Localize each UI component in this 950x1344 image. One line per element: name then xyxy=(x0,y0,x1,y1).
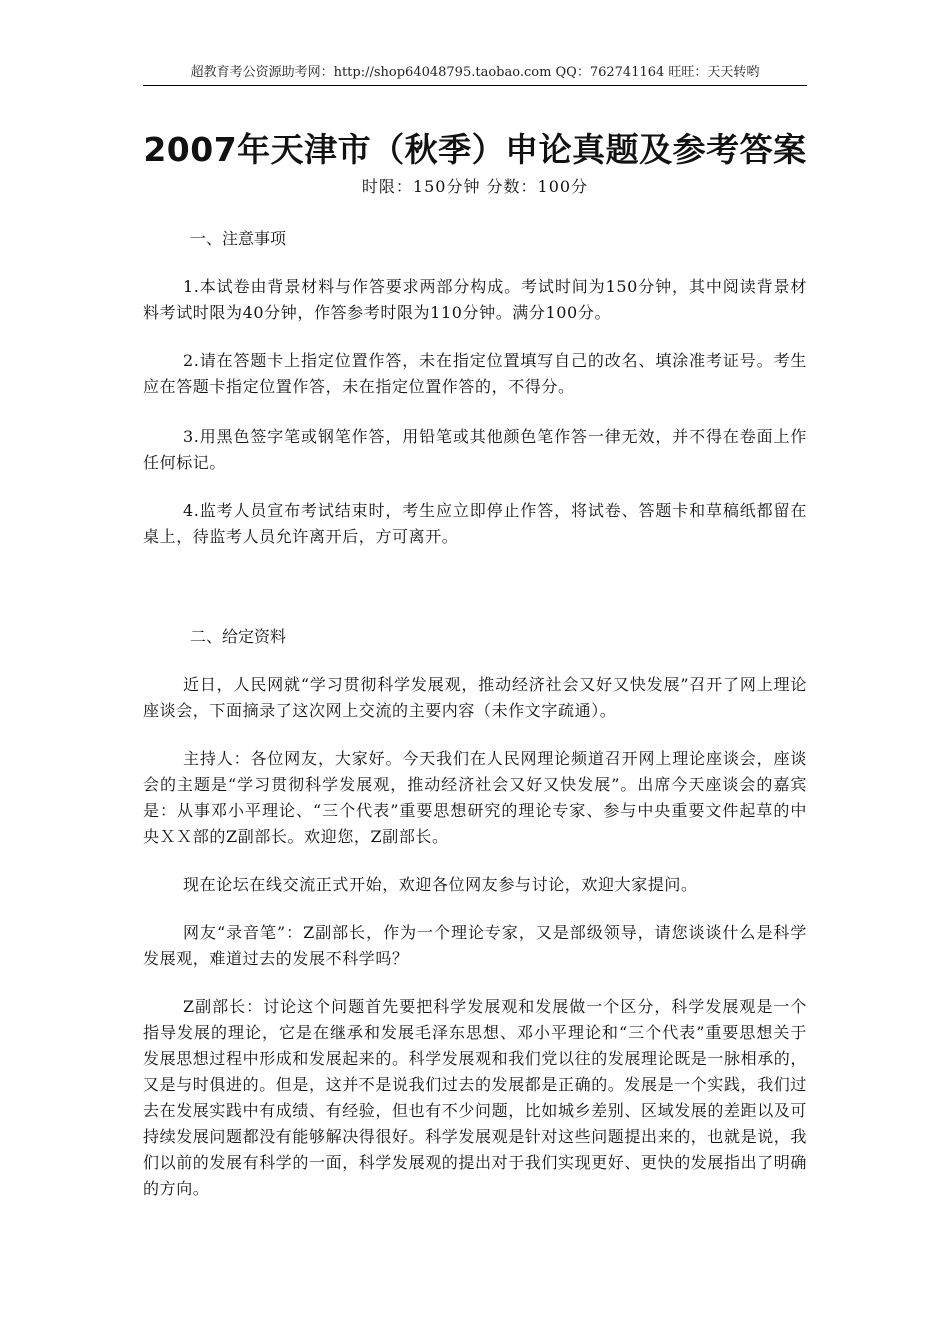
section-heading-materials: 二、给定资料 xyxy=(190,627,287,646)
material-paragraph-1: 近日，人民网就“学习贯彻科学发展观，推动经济社会又好又快发展”召开了网上理论座谈会，下面摘录了这次网上交流的主要内容（未作文字疏通）。 xyxy=(143,675,807,720)
section-heading-notes: 一、注意事项 xyxy=(190,229,287,248)
material-paragraph-3: 现在论坛在线交流正式开始，欢迎各位网友参与讨论，欢迎大家提问。 xyxy=(183,875,698,894)
document-title: 2007年天津市（秋季）申论真题及参考答案 xyxy=(143,130,807,169)
exam-duration-score: 时限：150分钟 分数：100分 xyxy=(361,177,589,196)
header-divider xyxy=(143,85,807,86)
material-paragraph-4: 网友“录音笔”：Z副部长，作为一个理论专家，又是部级领导，请您谈谈什么是科学发展观，难道过去的发展不科学吗？ xyxy=(143,923,807,968)
note-item-3: 3.用黑色签字笔或钢笔作答，用铅笔或其他颜色笔作答一律无效，并不得在卷面上作任何标记。 xyxy=(143,427,807,472)
note-item-2: 2.请在答题卡上指定位置作答，未在指定位置填写自己的改名、填涂准考证号。考生应在答题卡指定位置作答，未在指定位置作答的，不得分。 xyxy=(143,351,807,396)
note-item-1: 1.本试卷由背景材料与作答要求两部分构成。考试时间为150分钟，其中阅读背景材料考试时限为40分钟，作答参考时限为110分钟。满分100分。 xyxy=(143,277,807,322)
note-item-4: 4.监考人员宣布考试结束时，考生应立即停止作答，将试卷、答题卡和草稿纸都留在桌上，待监考人员允许离开后，方可离开。 xyxy=(143,501,807,546)
material-paragraph-5: Z副部长：讨论这个问题首先要把科学发展观和发展做一个区分，科学发展观是一个指导发展的理论，它是在继承和发展毛泽东思想、邓小平理论和“三个代表”重要思想关于发展思想过程中形成和发展起来的。科学发展观和我们党以往的发展理论既是一脉相承的，又是与时俱进的。但是，这并不是说我们过去的发展都是正确的。发展是一个实践，我们过去在发展实践中有成绩、有经验，但也有不少问题，比如城乡差别、区域发展的差距以及可持续发展问题都没有能够解决得很好。科学发展观是针对这些问题提出来的，也就是说，我们以前的发展有科学的一面，科学发展观的提出对于我们实现更好、更快的发展指出了明确的方向。 xyxy=(143,997,808,1198)
page-header: 超教育考公资源助考网：http://shop64048795.taobao.com QQ：762741164 旺旺：天天转哟 xyxy=(190,65,760,80)
material-paragraph-2: 主持人：各位网友，大家好。今天我们在人民网理论频道召开网上理论座谈会，座谈会的主题是“学习贯彻科学发展观，推动经济社会又好又快发展”。出席今天座谈会的嘉宾是：从事邓小平理论、“三个代表”重要思想研究的理论专家、参与中央重要文件起草的中央ＸＸ部的Z副部长。欢迎您，Z副部长。 xyxy=(143,749,807,846)
